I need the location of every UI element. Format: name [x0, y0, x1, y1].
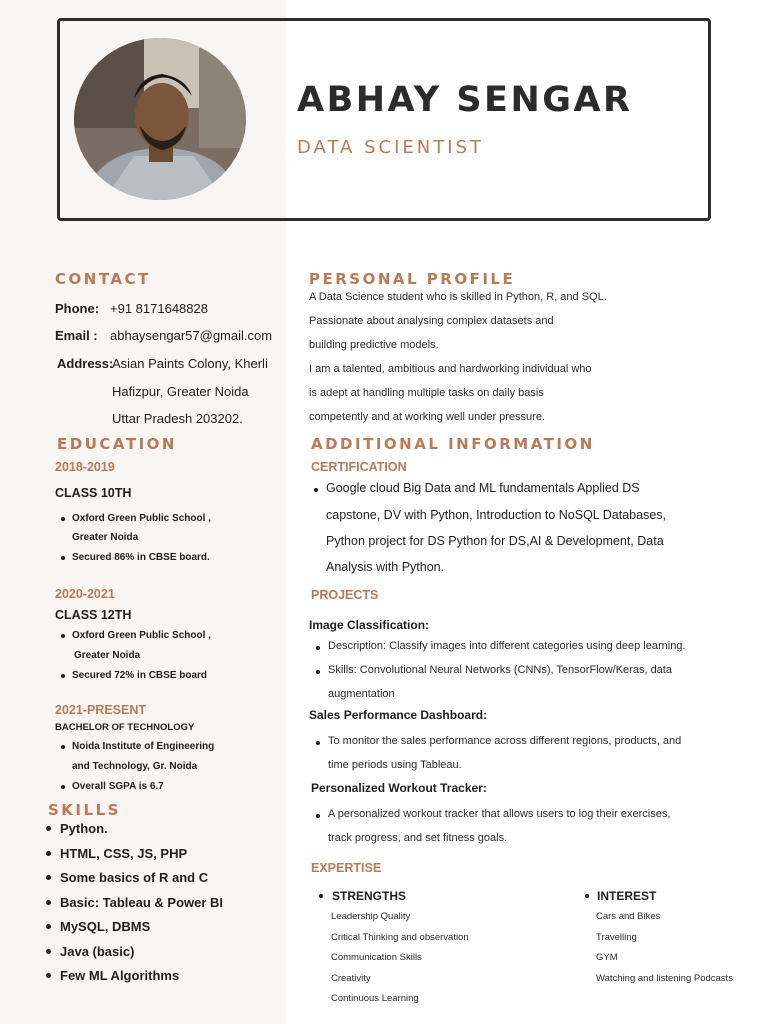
certification-line: Analysis with Python.: [326, 560, 445, 574]
strength-item: Leadership Quality: [331, 911, 411, 922]
candidate-name: ABHAY SENGAR: [297, 80, 633, 120]
profile-heading: PERSONAL PROFILE: [309, 270, 516, 288]
profile-line: is adept at handling multiple tasks on daily basis: [309, 387, 544, 399]
email-label: Email :: [55, 328, 98, 343]
project-line: augmentation: [328, 688, 395, 700]
skill-item: HTML, CSS, JS, PHP: [46, 846, 187, 861]
education-item: and Technology, Gr. Noida: [72, 761, 198, 772]
education-item: Noida Institute of Engineering: [72, 741, 215, 752]
strength-item: Continuous Learning: [331, 993, 419, 1004]
profile-line: competently and at working well under pressure.: [309, 411, 546, 423]
bullet-icon: [46, 875, 51, 880]
education-title: CLASS 10TH: [55, 486, 132, 500]
profile-photo: [74, 38, 246, 200]
bullet-icon: [61, 745, 65, 749]
bullet-icon: [316, 670, 320, 674]
interest-item: Travelling: [596, 932, 637, 943]
skill-item: Few ML Algorithms: [46, 968, 179, 983]
project-line: To monitor the sales performance across different regions, products, and: [328, 735, 682, 747]
skill-item: Basic: Tableau & Power BI: [46, 895, 223, 910]
project-line: track progress, and set fitness goals.: [328, 832, 508, 844]
profile-line: Passionate about analysing complex datasets and: [309, 315, 554, 327]
interest-item: Cars and Bikes: [596, 911, 661, 922]
bullet-icon: [316, 814, 320, 818]
bullet-icon: [61, 674, 65, 678]
bullet-icon: [46, 924, 51, 929]
education-item: Overall SGPA is 6.7: [72, 781, 164, 792]
certification-line: capstone, DV with Python, Introduction to NoSQL Databases,: [326, 508, 667, 522]
bullet-icon: [46, 851, 51, 856]
bullet-icon: [585, 894, 589, 898]
certification-heading: CERTIFICATION: [311, 460, 407, 474]
address-line: Uttar Pradesh 203202.: [112, 411, 243, 426]
strength-item: Creativity: [331, 973, 371, 984]
project-line: Skills: Convolutional Neural Networks (CNNs), TensorFlow/Keras, data: [328, 664, 672, 676]
phone-value: +91 8171648828: [110, 301, 208, 316]
expertise-heading: EXPERTISE: [311, 861, 382, 875]
certification-line: Python project for DS Python for DS,AI & Development, Data: [326, 534, 664, 548]
interest-item: Watching and listening Podcasts: [596, 973, 733, 984]
project-title: Personalized Workout Tracker:: [311, 781, 487, 795]
project-line: A personalized workout tracker that allows users to log their exercises,: [328, 808, 671, 820]
contact-heading: CONTACT: [55, 270, 151, 288]
education-title: CLASS 12TH: [55, 608, 132, 622]
bullet-icon: [61, 634, 65, 638]
bullet-icon: [61, 556, 65, 560]
education-years: 2021-PRESENT: [55, 703, 147, 717]
education-title: BACHELOR OF TECHNOLOGY: [55, 722, 195, 733]
education-years: 2018-2019: [55, 460, 115, 474]
interest-item: GYM: [596, 952, 618, 963]
profile-line: I am a talented, ambitious and hardworking individual who: [309, 363, 592, 375]
email-value: abhaysengar57@gmail.com: [110, 328, 273, 343]
education-heading: EDUCATION: [57, 435, 177, 453]
interest-heading: INTEREST: [597, 889, 657, 903]
certification-line: Google cloud Big Data and ML fundamentals Applied DS: [326, 481, 640, 495]
bullet-icon: [316, 646, 320, 650]
education-item: Secured 72% in CBSE board: [72, 670, 208, 681]
project-line: Description: Classify images into different categories using deep learning.: [328, 640, 686, 652]
bullet-icon: [61, 785, 65, 789]
bullet-icon: [314, 488, 318, 492]
skill-item: Python.: [46, 821, 108, 836]
strengths-heading: STRENGTHS: [332, 889, 407, 903]
skill-item: Some basics of R and C: [46, 870, 208, 885]
profile-line: A Data Science student who is skilled in Python, R, and SQL.: [309, 291, 607, 303]
bullet-icon: [319, 894, 323, 898]
skill-item: MySQL, DBMS: [46, 919, 150, 934]
skills-heading: SKILLS: [48, 801, 121, 819]
bullet-icon: [316, 741, 320, 745]
bullet-icon: [46, 900, 51, 905]
bullet-icon: [61, 517, 65, 521]
education-item: Greater Noida: [72, 532, 139, 543]
project-title: Image Classification:: [309, 618, 430, 632]
profile-line: building predictive models.: [309, 339, 439, 351]
education-item: Oxford Green Public School ,: [72, 513, 211, 524]
projects-heading: PROJECTS: [311, 588, 379, 602]
phone-label: Phone:: [55, 301, 100, 316]
strength-item: Communication Skills: [331, 952, 422, 963]
education-years: 2020-2021: [55, 587, 115, 601]
address-line: Hafizpur, Greater Noida: [112, 384, 249, 399]
project-line: time periods using Tableau.: [328, 759, 462, 771]
bullet-icon: [46, 826, 51, 831]
address-label: Address:: [57, 356, 114, 371]
bullet-icon: [46, 973, 51, 978]
job-title: DATA SCIENTIST: [297, 137, 484, 158]
skill-item: Java (basic): [46, 944, 134, 959]
strength-item: Critical Thinking and observation: [331, 932, 469, 943]
address-line: Asian Paints Colony, Kherli: [112, 356, 268, 371]
bullet-icon: [46, 949, 51, 954]
project-title: Sales Performance Dashboard:: [309, 708, 488, 722]
additional-info-heading: ADDITIONAL INFORMATION: [311, 435, 595, 453]
education-item: Oxford Green Public School ,: [72, 630, 211, 641]
education-item: Secured 86% in CBSE board.: [72, 552, 210, 563]
education-item: Greater Noida: [74, 650, 141, 661]
